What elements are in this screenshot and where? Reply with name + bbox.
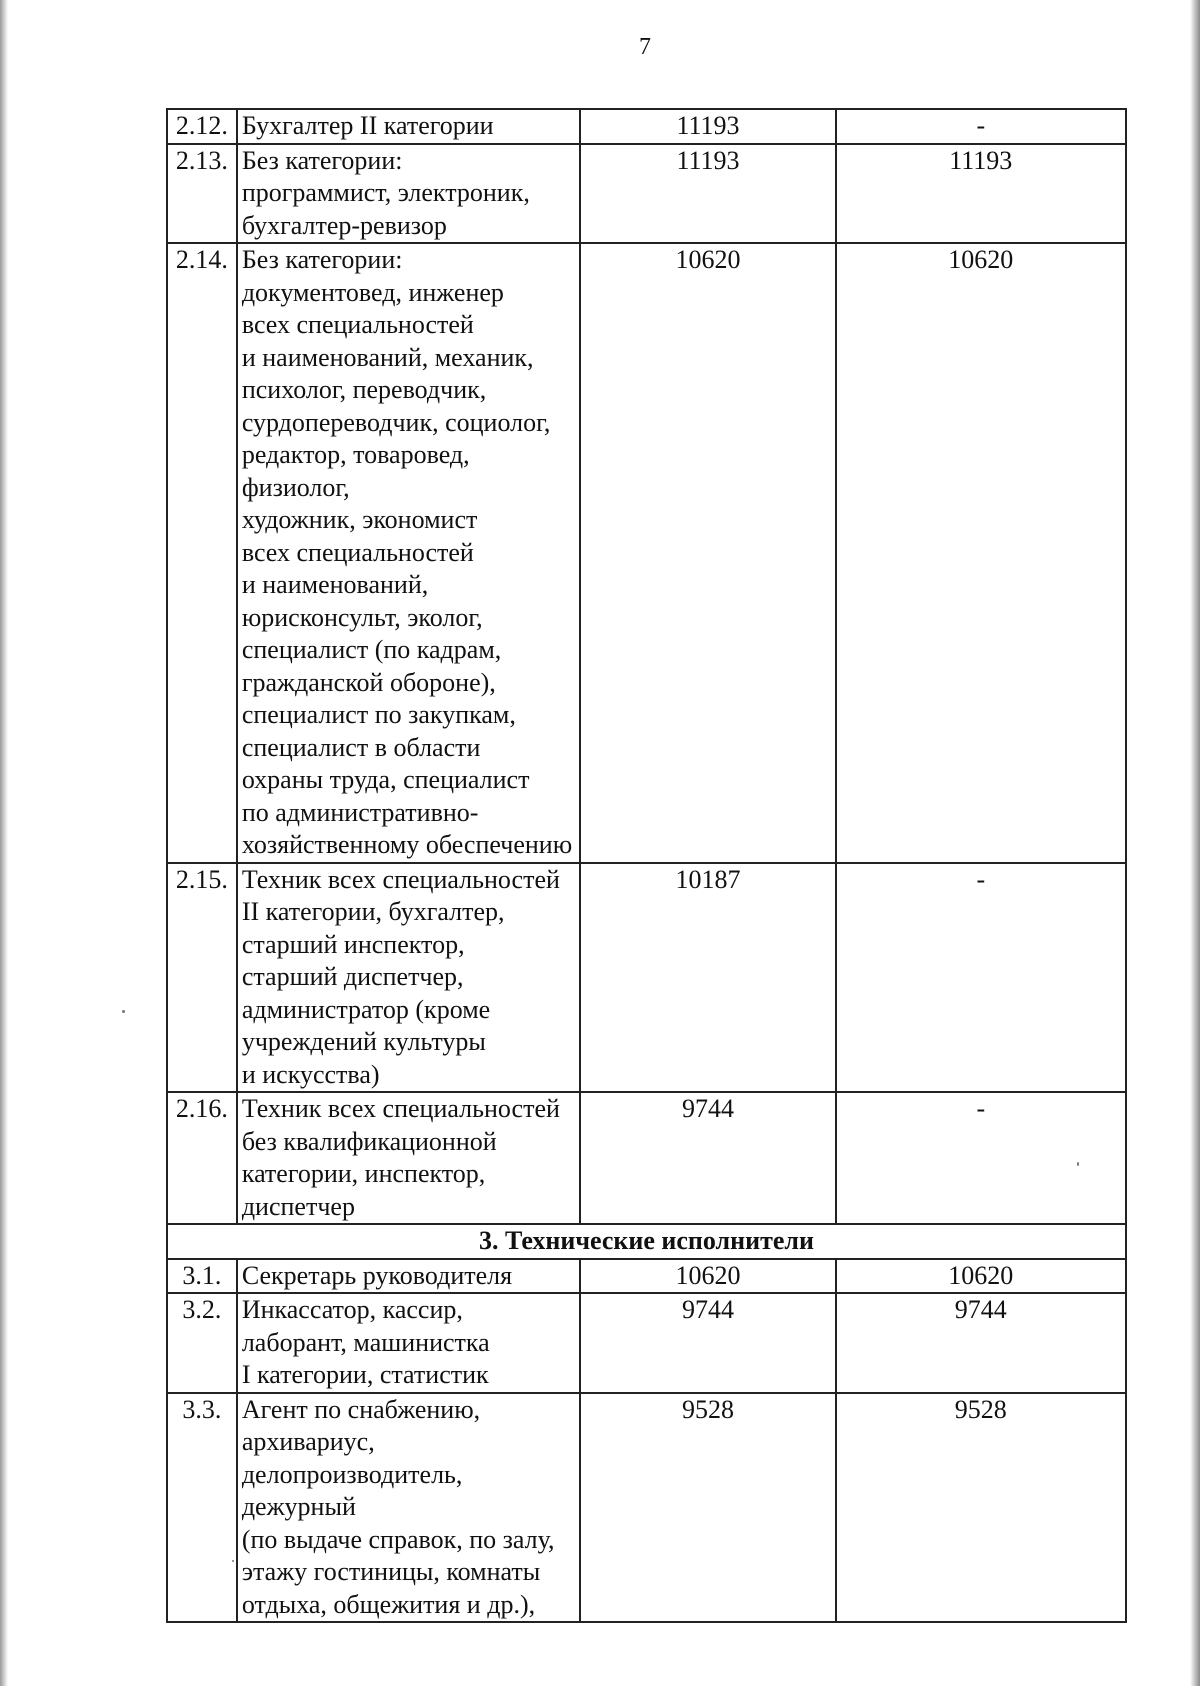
table-row xyxy=(167,144,1126,244)
section-title: 3. Технические исполнители xyxy=(167,1224,1126,1259)
position-name: Без категории: программист, электроник, бухгалтер-ревизор xyxy=(237,144,581,244)
position-name: Агент по снабжению, архивариус, делопроизводитель, дежурный (по выдаче справок, по залу, этажу гостиницы, комнаты отдыха, общежития и др.), xyxy=(237,1393,581,1623)
row-number: 2.16. xyxy=(167,1092,237,1224)
scan-edge-right xyxy=(1190,0,1200,1686)
position-name: Бухгалтер II категории xyxy=(237,109,581,144)
salary-value: 11193 xyxy=(580,109,835,144)
salary-value: 10187 xyxy=(580,863,835,1093)
table-row xyxy=(167,109,1126,144)
salary-value-alt: 9528 xyxy=(836,1393,1126,1623)
salary-value-alt: 10620 xyxy=(836,243,1126,863)
salary-value: 10620 xyxy=(580,243,835,863)
table-row xyxy=(167,1393,1126,1623)
table-row xyxy=(167,1259,1126,1294)
row-number: 2.15. xyxy=(167,863,237,1093)
salary-value: 10620 xyxy=(580,1259,835,1294)
salary-value-alt: - xyxy=(836,109,1126,144)
salary-value-alt: - xyxy=(836,1092,1126,1224)
scan-speck xyxy=(1077,1162,1079,1166)
row-number: 3.2. xyxy=(167,1293,237,1393)
scan-speck xyxy=(232,1560,234,1562)
scan-edge-left xyxy=(0,0,8,1686)
salary-value-alt: 10620 xyxy=(836,1259,1126,1294)
salary-value: 9744 xyxy=(580,1293,835,1393)
row-number: 3.3. xyxy=(167,1393,237,1623)
table-row xyxy=(167,1092,1126,1224)
position-name: Инкассатор, кассир, лаборант, машинистка I категории, статистик xyxy=(237,1293,581,1393)
salary-value-alt: - xyxy=(836,863,1126,1093)
table-row xyxy=(167,863,1126,1093)
scan-speck xyxy=(122,1010,125,1013)
salary-value-alt: 9744 xyxy=(836,1293,1126,1393)
salary-value: 9528 xyxy=(580,1393,835,1623)
salary-value: 11193 xyxy=(580,144,835,244)
salary-value-alt: 11193 xyxy=(836,144,1126,244)
page-number: 7 xyxy=(639,34,651,60)
position-name: Без категории: документовед, инженер всех специальностей и наименований, механик, психолог, переводчик, сурдопереводчик, социолог, редактор, товаровед, физиолог, художник, экономист всех специальностей и наименований, юрисконсульт, эколог, специалист (по кадрам, гражданской обороне), специалист по закупкам, специалист в области охраны труда, специалист по административно- хозяйственному обеспечению xyxy=(237,243,581,863)
salary-value: 9744 xyxy=(580,1092,835,1224)
row-number: 3.1. xyxy=(167,1259,237,1294)
position-name: Секретарь руководителя xyxy=(237,1259,581,1294)
position-name: Техник всех специальностей без квалификационной категории, инспектор, диспетчер xyxy=(237,1092,581,1224)
row-number: 2.13. xyxy=(167,144,237,244)
salary-table xyxy=(166,108,1127,1623)
row-number: 2.14. xyxy=(167,243,237,863)
section-header-row xyxy=(167,1224,1126,1259)
row-number: 2.12. xyxy=(167,109,237,144)
table-row xyxy=(167,243,1126,863)
position-name: Техник всех специальностей II категории, бухгалтер, старший инспектор, старший диспетчер, администратор (кроме учреждений культуры и искусства) xyxy=(237,863,581,1093)
table-row xyxy=(167,1293,1126,1393)
